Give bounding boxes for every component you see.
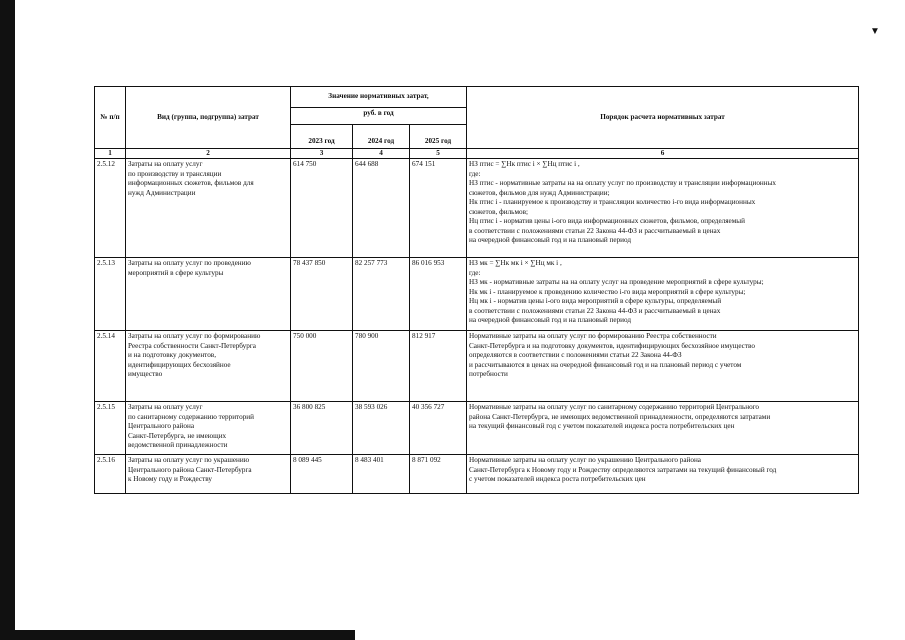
row-type-line: Затраты на оплату услуг по украшению bbox=[128, 456, 250, 465]
row-type-line: идентифицирующих бесхозяйное bbox=[128, 360, 231, 369]
row-method-line: на очередной финансовый год и на плановый период bbox=[469, 316, 632, 325]
table-row bbox=[95, 331, 859, 402]
row-value-2025: 8 871 092 bbox=[410, 455, 467, 494]
table-row bbox=[95, 402, 859, 455]
row-value-2023: 8 089 445 bbox=[291, 455, 353, 494]
row-method-line: на очередной финансовый год и на плановый период bbox=[469, 236, 632, 245]
column-number: 4 bbox=[353, 148, 410, 159]
row-method-line: где: bbox=[469, 169, 481, 178]
row-method bbox=[467, 402, 859, 455]
row-type-line: информационных сюжетов, фильмов для bbox=[128, 179, 254, 188]
table-row bbox=[95, 159, 859, 258]
row-type-line: Затраты на оплату услуг по проведению bbox=[128, 259, 251, 268]
row-value-2025: 674 151 bbox=[410, 159, 467, 258]
column-number: 6 bbox=[467, 148, 859, 159]
normative-costs-table bbox=[94, 86, 859, 494]
corner-mark: ▼ bbox=[870, 26, 880, 37]
row-method-line: Санкт-Петербурга и на подготовку документов, идентифицирующих бесхозяйное имущество bbox=[469, 341, 755, 350]
row-method bbox=[467, 455, 859, 494]
row-type bbox=[126, 331, 291, 402]
row-method-line: с учетом показателей индекса роста потребительских цен bbox=[469, 475, 646, 484]
row-method-line: НЗ мк - нормативные затраты на на оплату услуг на проведение мероприятий в сфере культуры; bbox=[469, 278, 764, 287]
row-method-line: Нц мк i - норматив цены i-ого вида мероприятий в сфере культуры, определяемый bbox=[469, 297, 722, 306]
row-value-2025: 86 016 953 bbox=[410, 258, 467, 331]
scan-bottom-edge bbox=[15, 630, 355, 640]
row-method bbox=[467, 258, 859, 331]
row-num: 2.5.14 bbox=[95, 331, 126, 402]
row-type-line: Затраты на оплату услуг bbox=[128, 403, 203, 412]
scan-left-edge bbox=[0, 0, 15, 640]
row-type-line: Центрального района bbox=[128, 422, 195, 431]
row-method-line: Нормативные затраты на оплату услуг по формированию Реестра собственности bbox=[469, 332, 717, 341]
row-num: 2.5.12 bbox=[95, 159, 126, 258]
row-method-line: НЗ птис - нормативные затраты на на оплату услуг по производству и трансляции информационных bbox=[469, 179, 777, 188]
row-method-line: Нк мк i - планируемое к проведению количество i-го вида мероприятий в сфере культуры; bbox=[469, 287, 746, 296]
header-value-unit: руб. в год bbox=[291, 108, 467, 125]
row-value-2025: 812 917 bbox=[410, 331, 467, 402]
row-value-2024: 38 593 026 bbox=[353, 402, 410, 455]
row-type-line: мероприятий в сфере культуры bbox=[128, 268, 224, 277]
row-type-line: Реестра собственности Санкт-Петербурга bbox=[128, 341, 256, 350]
row-value-2024: 82 257 773 bbox=[353, 258, 410, 331]
column-number: 1 bbox=[95, 148, 126, 159]
row-value-2023: 36 800 825 bbox=[291, 402, 353, 455]
column-number: 3 bbox=[291, 148, 353, 159]
row-method-line: потребности bbox=[469, 370, 508, 379]
column-number: 2 bbox=[126, 148, 291, 159]
row-method-line: в соответствии с положениями статьи 22 Закона 44-ФЗ и рассчитываемый в ценах bbox=[469, 226, 721, 235]
column-number-row bbox=[95, 148, 859, 159]
row-type-line: Затраты на оплату услуг по формированию bbox=[128, 332, 261, 341]
header-year-2025: 2025 год bbox=[410, 125, 467, 149]
row-type-line: Центрального района Санкт-Петербурга bbox=[128, 465, 252, 474]
row-method-line: НЗ мк = ∑Нк мк i × ∑Нц мк i , bbox=[469, 259, 562, 268]
row-value-2025: 40 356 727 bbox=[410, 402, 467, 455]
row-method-line: определяются в соответствии с положениями статьи 22 Закона 44-ФЗ bbox=[469, 351, 682, 360]
row-type-line: Санкт-Петербурга, не имеющих bbox=[128, 431, 227, 440]
row-type-line: к Новому году и Рождеству bbox=[128, 475, 212, 484]
row-value-2023: 78 437 850 bbox=[291, 258, 353, 331]
row-num: 2.5.16 bbox=[95, 455, 126, 494]
row-type-line: Затраты на оплату услуг bbox=[128, 160, 203, 169]
row-method-line: в соответствии с положениями статьи 22 Закона 44-ФЗ и рассчитываемый в ценах bbox=[469, 306, 721, 315]
row-type bbox=[126, 258, 291, 331]
header-year-2023: 2023 год bbox=[291, 125, 353, 149]
row-type bbox=[126, 402, 291, 455]
header-value-title: Значение нормативных затрат, bbox=[291, 87, 467, 108]
row-method-line: Нормативные затраты на оплату услуг по украшению Центрального района bbox=[469, 456, 701, 465]
row-value-2024: 644 688 bbox=[353, 159, 410, 258]
row-method-line: сюжетов, фильмов; bbox=[469, 207, 528, 216]
row-method-line: сюжетов, фильмов для нужд Администрации; bbox=[469, 188, 610, 197]
row-method-line: Нормативные затраты на оплату услуг по санитарному содержанию территорий Центрального bbox=[469, 403, 760, 412]
column-number: 5 bbox=[410, 148, 467, 159]
row-value-2023: 614 750 bbox=[291, 159, 353, 258]
table-row bbox=[95, 258, 859, 331]
row-method bbox=[467, 159, 859, 258]
header-year-2024: 2024 год bbox=[353, 125, 410, 149]
row-type-line: по санитарному содержанию территорий bbox=[128, 412, 254, 421]
row-method-line: НЗ птис = ∑Нк птис i × ∑Нц птис i , bbox=[469, 160, 580, 169]
row-method-line: и рассчитываются в ценах на очередной финансовый год и на плановый период с учетом bbox=[469, 360, 742, 369]
row-type-line: и на подготовку документов, bbox=[128, 351, 217, 360]
row-value-2024: 8 483 401 bbox=[353, 455, 410, 494]
row-method-line: района Санкт-Петербурга, не имеющих ведомственной принадлежности, определяются затратами bbox=[469, 412, 771, 421]
row-method-line: Санкт-Петербурга к Новому году и Рождеству определяются затратами на текущий финансовый год bbox=[469, 465, 777, 474]
row-num: 2.5.15 bbox=[95, 402, 126, 455]
row-num: 2.5.13 bbox=[95, 258, 126, 331]
row-type bbox=[126, 455, 291, 494]
header-type: Вид (группа, подгруппа) затрат bbox=[126, 87, 291, 149]
row-type-line: имущество bbox=[128, 370, 163, 379]
row-method-line: где: bbox=[469, 268, 481, 277]
row-type-line: нужд Администрации bbox=[128, 188, 196, 197]
header-num: № п/п bbox=[95, 87, 126, 149]
row-type bbox=[126, 159, 291, 258]
row-method-line: на текущий финансовый год с учетом показателей индекса роста потребительских цен bbox=[469, 422, 735, 431]
row-method-line: Нц птис i - норматив цены i-ого вида информационных сюжетов, фильмов, определяемый bbox=[469, 217, 745, 226]
row-type-line: ведомственной принадлежности bbox=[128, 441, 228, 450]
table-row bbox=[95, 455, 859, 494]
row-method-line: Нк птис i - планируемое к производству и трансляции количество i-го вида информационных bbox=[469, 198, 756, 207]
row-value-2023: 750 000 bbox=[291, 331, 353, 402]
row-type-line: по производству и трансляции bbox=[128, 169, 222, 178]
row-value-2024: 780 900 bbox=[353, 331, 410, 402]
header-method: Порядок расчета нормативных затрат bbox=[467, 87, 859, 149]
row-method bbox=[467, 331, 859, 402]
